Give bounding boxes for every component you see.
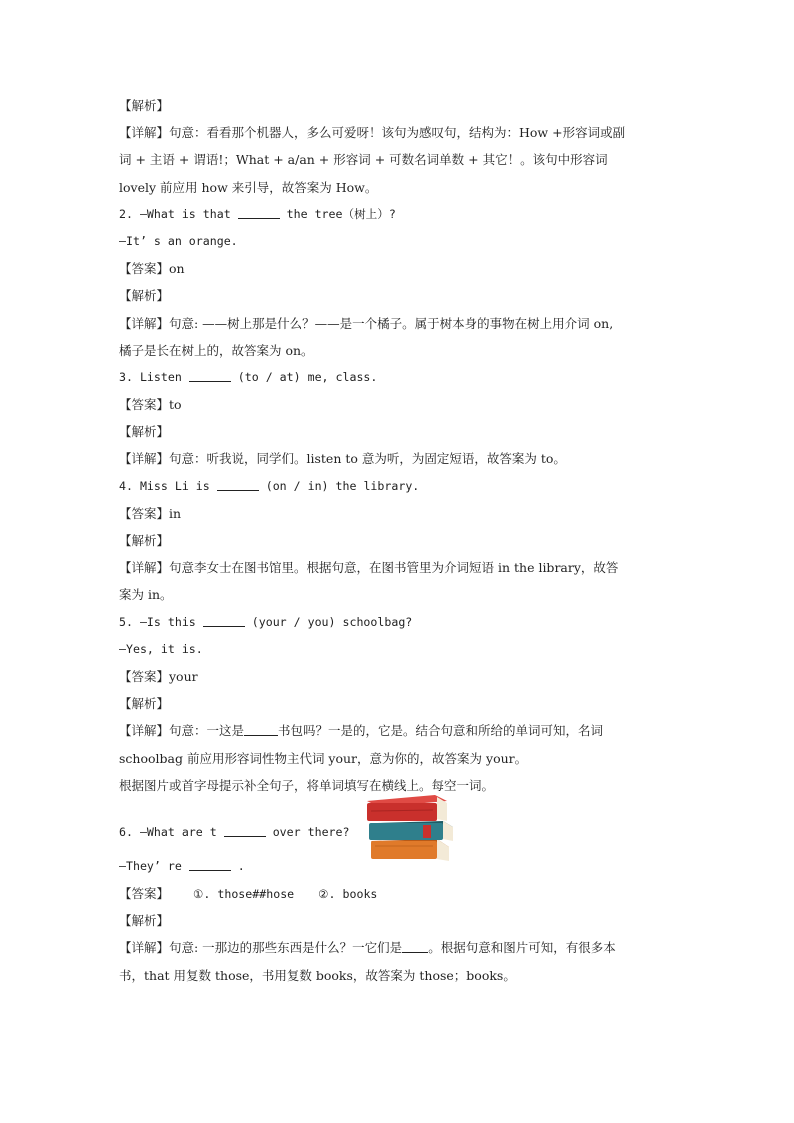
question-5-response: —Yes, it is. bbox=[119, 641, 203, 656]
explanation-6-line-1 bbox=[119, 934, 679, 961]
explanation-5-head: 【详解】句意：一这是 bbox=[119, 723, 245, 739]
analysis-label-2: 【解析】 bbox=[119, 288, 170, 304]
analysis-label-6: 【解析】 bbox=[119, 913, 170, 929]
explanation-2-line-1: 【详解】句意: ——树上那是什么？——是一个橘子。属于树本身的事物在树上用介词 on, bbox=[119, 315, 614, 331]
explanation-6-tail: 。根据句意和图片可知，有很多本 bbox=[428, 940, 616, 956]
answer-blank bbox=[189, 369, 231, 382]
explanation-4-line-1: 【详解】句意李女士在图书馆里。根据句意，在图书管里为介词短语 in the library，故答 bbox=[119, 560, 619, 576]
explanation-2-line-2: 橘子是长在树上的，故答案为 on。 bbox=[119, 342, 314, 358]
analysis-label-4: 【解析】 bbox=[119, 533, 170, 548]
book-teal bbox=[369, 821, 453, 841]
answer-blank bbox=[203, 614, 245, 627]
explanation-5-tail: 书包吗？一是的，它是。结合句意和所给的单词可知，名词 bbox=[278, 723, 604, 739]
question-5-stem: 5. —Is this bbox=[119, 614, 196, 629]
section-instructions: 根据图片或首字母提示补全句子，将单词填写在横线上。每空一词。 bbox=[119, 777, 495, 793]
question-4 bbox=[119, 473, 679, 500]
explanation-1-line-3: lovely 前应用 how 来引导，故答案为 How。 bbox=[119, 179, 378, 195]
answer-3: 【答案】to bbox=[119, 397, 182, 413]
analysis-label-3: 【解析】 bbox=[119, 424, 170, 440]
question-2 bbox=[119, 201, 679, 228]
answer-blank bbox=[217, 478, 259, 491]
explanation-5-line-2: schoolbag 前应用形容词性物主代词 your，意为你的，故答案为 your。 bbox=[119, 750, 528, 766]
answer-6-label: 【答案】 bbox=[119, 886, 170, 902]
document-content bbox=[119, 92, 679, 989]
answer-5: 【答案】your bbox=[119, 668, 198, 684]
explanation-6-line-2: 书，that 用复数 those，书用复数 books，故答案为 those；books。 bbox=[119, 967, 516, 983]
question-3 bbox=[119, 364, 679, 391]
explanation-4-line-2: 案为 in。 bbox=[119, 587, 173, 603]
question-3-tail: (to / at) me, class. bbox=[237, 369, 378, 384]
question-6-tail: over there? bbox=[272, 824, 350, 839]
question-2-response: —It’ s an orange. bbox=[119, 233, 238, 248]
answer-blank bbox=[244, 723, 278, 736]
analysis-label-5: 【解析】 bbox=[119, 696, 170, 712]
answer-blank bbox=[224, 824, 266, 837]
question-6-response-tail: . bbox=[237, 858, 245, 873]
question-4-tail: (on / in) the library. bbox=[265, 478, 420, 493]
explanation-1-line-1: 【详解】句意：看看那个机器人，多么可爱呀！该句为感叹句，结构为：How +形容词或副 bbox=[119, 125, 626, 141]
question-3-stem: 3. Listen bbox=[119, 369, 182, 384]
books-stack-icon bbox=[365, 791, 455, 863]
answer-6 bbox=[119, 880, 679, 907]
answer-2: 【答案】on bbox=[119, 261, 185, 277]
question-6-row bbox=[119, 799, 679, 853]
answer-4: 【答案】in bbox=[119, 505, 182, 521]
book-red bbox=[367, 795, 447, 821]
book-orange bbox=[371, 839, 449, 861]
answer-blank bbox=[238, 206, 280, 219]
question-2-stem: 2. —What is that bbox=[119, 206, 231, 221]
question-6 bbox=[119, 819, 349, 846]
question-2-tail: the tree（树上）? bbox=[286, 206, 396, 221]
analysis-label-1: 【解析】 bbox=[119, 98, 170, 113]
question-5-tail: (your / you) schoolbag? bbox=[251, 614, 413, 629]
answer-6-second: ②. books bbox=[318, 887, 378, 902]
question-4-stem: 4. Miss Li is bbox=[119, 478, 210, 493]
answer-6-first: ①. those##hose bbox=[193, 887, 295, 902]
question-5 bbox=[119, 609, 679, 636]
question-6-response-head: —They’ re bbox=[119, 858, 182, 873]
explanation-3: 【详解】句意：听我说，同学们。listen to 意为听，为固定短语，故答案为 to。 bbox=[119, 451, 566, 467]
explanation-1-line-2: 词 + 主语 + 谓语!；What + a/an + 形容词 + 可数名词单数 + 其它！。该句中形容词 bbox=[119, 152, 608, 168]
answer-blank bbox=[189, 858, 231, 871]
answer-blank bbox=[402, 940, 428, 953]
explanation-6-head: 【详解】句意: 一那边的那些东西是什么？一它们是 bbox=[119, 940, 403, 956]
explanation-5-line-1 bbox=[119, 717, 679, 744]
question-6-stem: 6. —What are t bbox=[119, 824, 217, 839]
